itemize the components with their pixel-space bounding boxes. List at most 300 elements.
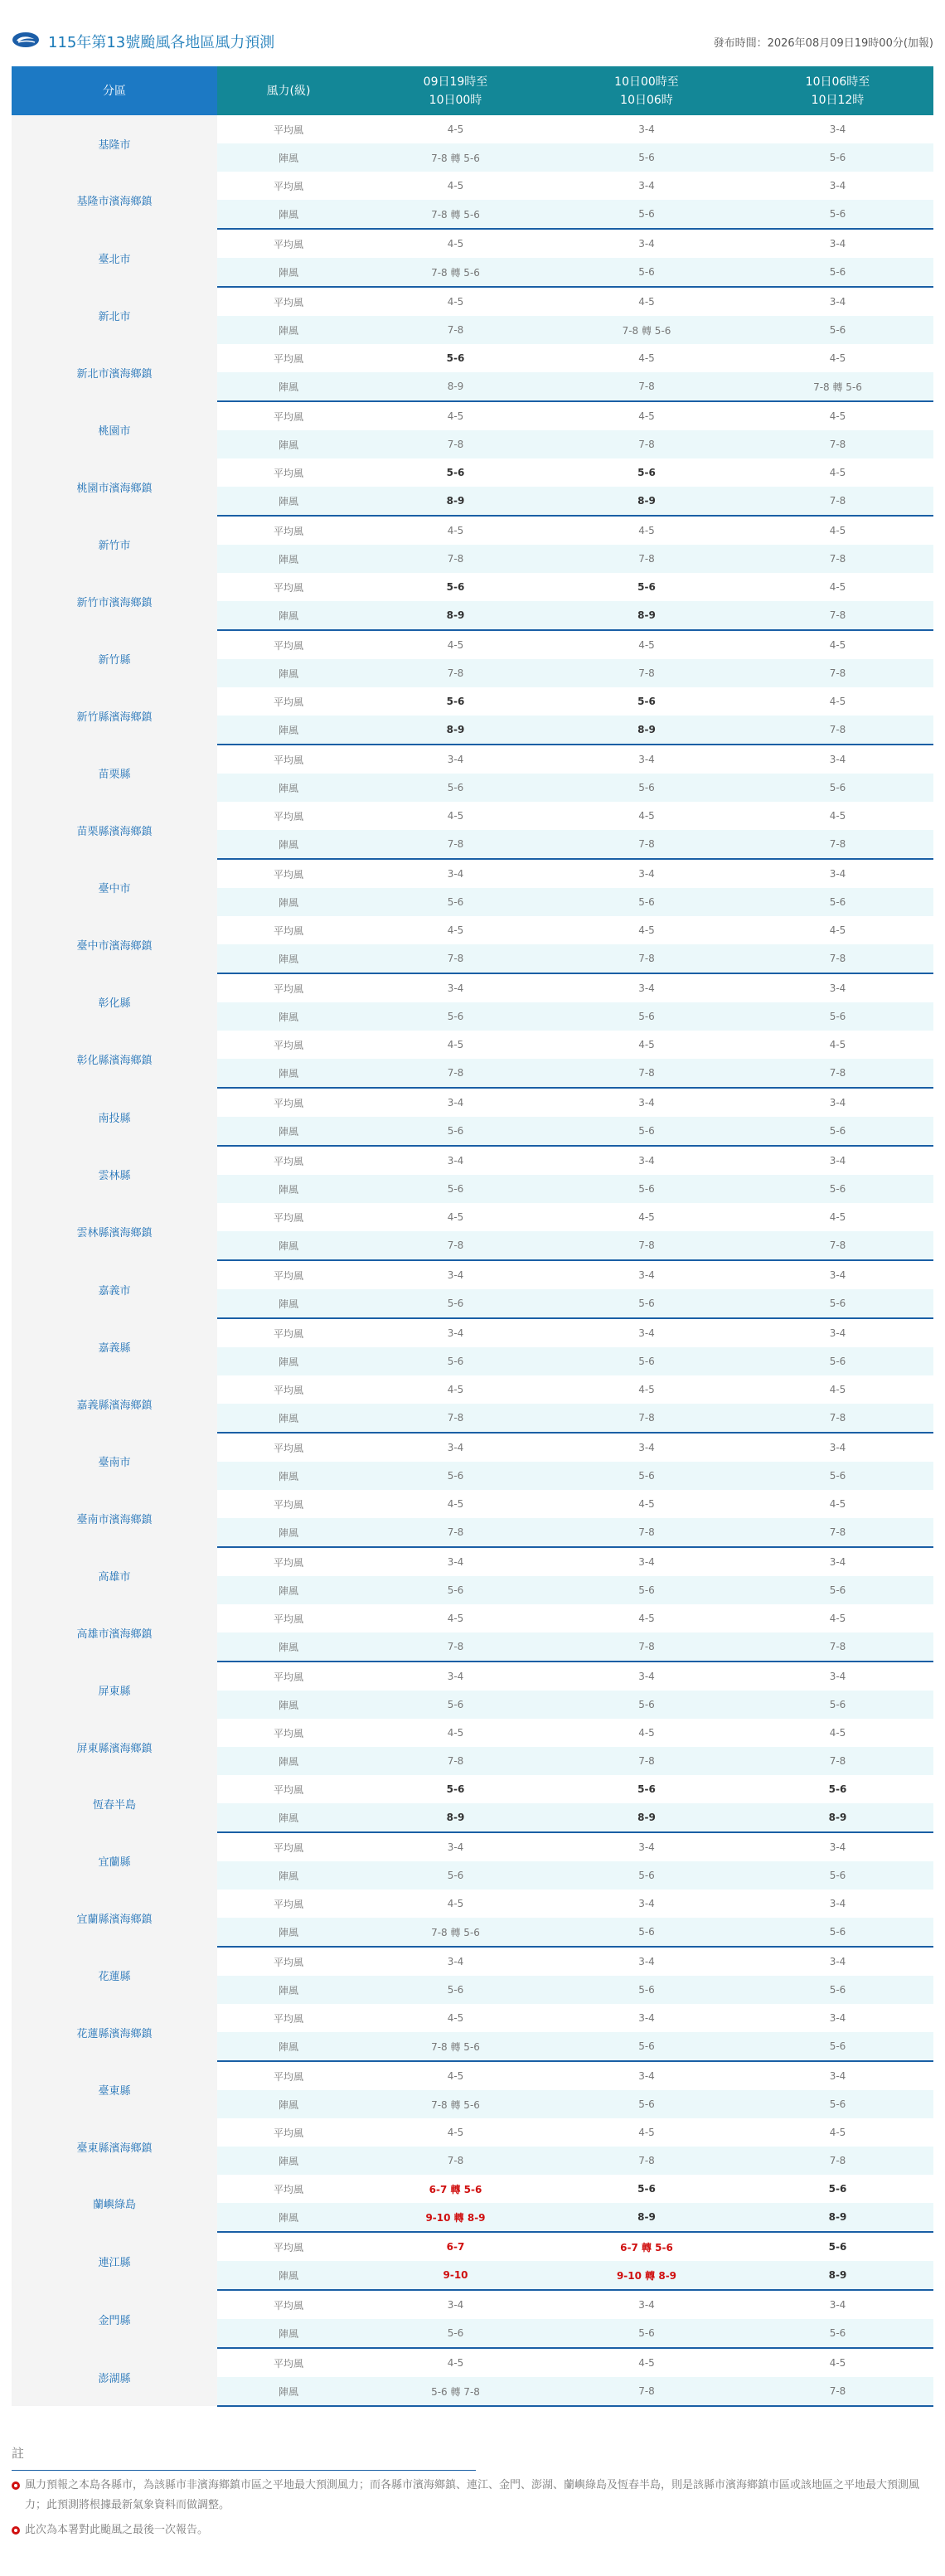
wind-type-label: 平均風 (217, 1375, 360, 1404)
area-name: 雲林縣 (12, 1146, 217, 1203)
wind-value: 5-6 (742, 2175, 933, 2203)
wind-value: 3-4 (551, 1832, 742, 1861)
wind-value: 3-4 (360, 2290, 551, 2319)
wind-value: 5-6 (360, 1347, 551, 1375)
wind-value: 3-4 (742, 1318, 933, 1347)
wind-value: 3-4 (551, 1146, 742, 1175)
wind-type-label: 平均風 (217, 1604, 360, 1632)
wind-value: 8-9 (551, 487, 742, 516)
wind-value: 3-4 (742, 1547, 933, 1576)
wind-type-label: 平均風 (217, 1318, 360, 1347)
wind-type-label: 陣風 (217, 1576, 360, 1604)
wind-value: 4-5 (360, 802, 551, 830)
wind-value: 5-6 (360, 687, 551, 716)
wind-value: 7-8 (742, 1747, 933, 1775)
wind-value: 5-6 (551, 1918, 742, 1947)
wind-value: 7-8 轉 5-6 (360, 258, 551, 287)
wind-value: 4-5 (742, 1490, 933, 1518)
table-row (12, 573, 933, 601)
wind-value: 5-6 (742, 2032, 933, 2061)
wind-value: 5-6 (551, 143, 742, 172)
wind-type-label: 平均風 (217, 687, 360, 716)
wind-value: 3-4 (551, 1318, 742, 1347)
wind-value: 4-5 (742, 1375, 933, 1404)
wind-value: 5-6 (551, 1576, 742, 1604)
wind-value: 4-5 (551, 1604, 742, 1632)
wind-value: 7-8 (742, 1231, 933, 1260)
wind-type-label: 陣風 (217, 1747, 360, 1775)
wind-value: 3-4 (551, 745, 742, 774)
publish-time: 發布時間：2026年08月09日19時00分(加報) (713, 37, 933, 50)
area-name: 宜蘭縣濱海鄉鎮 (12, 1890, 217, 1947)
note-text: 此次為本署對此颱風之最後一次報告。 (25, 2524, 209, 2536)
wind-value: 3-4 (551, 1433, 742, 1462)
wind-type-label: 平均風 (217, 1890, 360, 1918)
wind-value: 5-6 (360, 1175, 551, 1203)
wind-value: 5-6 (360, 1002, 551, 1031)
wind-value: 4-5 (551, 287, 742, 316)
area-name: 宜蘭縣 (12, 1832, 217, 1890)
area-name: 花蓮縣 (12, 1947, 217, 2004)
wind-value: 5-6 (551, 1002, 742, 1031)
wind-value: 4-5 (551, 916, 742, 944)
table-row (12, 1775, 933, 1803)
wind-value: 5-6 (742, 1691, 933, 1719)
notes-title: 註 (12, 2444, 476, 2471)
wind-type-label: 陣風 (217, 1404, 360, 1433)
wind-value: 5-6 (551, 200, 742, 229)
wind-value: 3-4 (742, 973, 933, 1002)
wind-value: 7-8 (742, 1059, 933, 1088)
wind-value: 4-5 (360, 172, 551, 200)
wind-value: 3-4 (551, 973, 742, 1002)
table-row (12, 1662, 933, 1691)
wind-value: 7-8 (742, 944, 933, 973)
wind-value: 5-6 (360, 1117, 551, 1146)
wind-value: 3-4 (742, 1433, 933, 1462)
wind-value: 5-6 (742, 888, 933, 916)
area-name: 基隆市濱海鄉鎮 (12, 172, 217, 229)
wind-value: 5-6 (742, 1117, 933, 1146)
wind-type-label: 平均風 (217, 1775, 360, 1803)
wind-value: 7-8 (742, 2147, 933, 2175)
wind-value: 4-5 (742, 630, 933, 659)
area-name: 雲林縣濱海鄉鎮 (12, 1203, 217, 1260)
wind-value: 5-6 (742, 1289, 933, 1318)
wind-type-label: 平均風 (217, 2290, 360, 2319)
wind-type-label: 陣風 (217, 1462, 360, 1490)
wind-type-label: 陣風 (217, 200, 360, 229)
wind-type-label: 陣風 (217, 830, 360, 859)
header-period-1: 09日19時至 10日00時 (360, 66, 551, 115)
wind-value: 5-6 (742, 258, 933, 287)
wind-value: 3-4 (551, 1662, 742, 1691)
wind-value: 3-4 (742, 1947, 933, 1976)
bullet-icon (12, 2481, 20, 2490)
area-name: 高雄市 (12, 1547, 217, 1604)
table-row (12, 2004, 933, 2032)
wind-value: 5-6 (551, 1175, 742, 1203)
wind-value: 4-5 (742, 1031, 933, 1059)
area-name: 彰化縣 (12, 973, 217, 1031)
wind-value: 8-9 (360, 601, 551, 630)
wind-type-label: 平均風 (217, 401, 360, 430)
wind-value: 4-5 (742, 802, 933, 830)
wind-value: 3-4 (360, 1662, 551, 1691)
wind-type-label: 平均風 (217, 1719, 360, 1747)
area-name: 屏東縣 (12, 1662, 217, 1719)
wind-type-label: 陣風 (217, 258, 360, 287)
area-name: 連江縣 (12, 2232, 217, 2290)
wind-type-label: 陣風 (217, 1976, 360, 2004)
wind-value: 7-8 (360, 1747, 551, 1775)
area-name: 新北市 (12, 287, 217, 344)
table-row (12, 1947, 933, 1976)
wind-type-label: 陣風 (217, 1347, 360, 1375)
wind-value: 4-5 (360, 1490, 551, 1518)
wind-type-label: 平均風 (217, 1031, 360, 1059)
wind-type-label: 陣風 (217, 1803, 360, 1832)
table-row (12, 516, 933, 545)
wind-type-label: 陣風 (217, 1632, 360, 1662)
wind-value: 5-6 (551, 1691, 742, 1719)
wind-type-label: 陣風 (217, 1289, 360, 1318)
wind-value: 7-8 (360, 545, 551, 573)
wind-value: 5-6 (742, 1775, 933, 1803)
wind-value: 7-8 (742, 1632, 933, 1662)
wind-value: 7-8 轉 5-6 (360, 143, 551, 172)
table-row (12, 287, 933, 316)
wind-value: 7-8 (360, 944, 551, 973)
wind-type-label: 陣風 (217, 774, 360, 802)
wind-type-label: 平均風 (217, 1146, 360, 1175)
wind-value: 7-8 (742, 1518, 933, 1547)
wind-value: 7-8 (360, 1632, 551, 1662)
wind-type-label: 平均風 (217, 2118, 360, 2147)
area-name: 基隆市 (12, 115, 217, 172)
wind-value: 4-5 (360, 1890, 551, 1918)
area-name: 桃園市濱海鄉鎮 (12, 458, 217, 516)
wind-type-label: 陣風 (217, 2377, 360, 2406)
wind-value: 7-8 (360, 2147, 551, 2175)
wind-value: 5-6 (551, 1347, 742, 1375)
wind-value: 3-4 (551, 1547, 742, 1576)
wind-value: 8-9 (360, 487, 551, 516)
wind-value: 4-5 (360, 1203, 551, 1231)
wind-value: 5-6 轉 7-8 (360, 2377, 551, 2406)
wind-value: 4-5 (742, 458, 933, 487)
wind-value: 4-5 (360, 401, 551, 430)
area-name: 蘭嶼綠島 (12, 2175, 217, 2232)
table-row (12, 859, 933, 888)
wind-value: 4-5 (360, 516, 551, 545)
wind-value: 5-6 (742, 1002, 933, 1031)
wind-value: 7-8 (551, 430, 742, 458)
note-text: 風力預報之本島各縣市，為該縣市非濱海鄉鎮市區之平地最大預測風力；而各縣市濱海鄉鎮、連江、金門、澎湖、蘭嶼綠島及恆春半島，則是該縣市濱海鄉鎮市區或該地區之平地最大預測風力；此預測將根據最新氣象資料而做調整。 (25, 2479, 920, 2511)
wind-value: 5-6 (551, 2319, 742, 2348)
area-name: 屏東縣濱海鄉鎮 (12, 1719, 217, 1775)
wind-type-label: 平均風 (217, 1490, 360, 1518)
note-item (12, 2520, 933, 2540)
wind-value: 7-8 (551, 1231, 742, 1260)
wind-value: 5-6 (551, 2032, 742, 2061)
wind-value: 7-8 (360, 1404, 551, 1433)
wind-value: 7-8 (742, 487, 933, 516)
wind-type-label: 陣風 (217, 1231, 360, 1260)
wind-value: 4-5 (742, 2118, 933, 2147)
table-row (12, 2232, 933, 2261)
wind-value: 4-5 (551, 1031, 742, 1059)
table-row (12, 1547, 933, 1576)
wind-value: 3-4 (551, 172, 742, 200)
wind-value: 7-8 (742, 1404, 933, 1433)
wind-value: 4-5 (551, 1203, 742, 1231)
wind-value: 4-5 (551, 1375, 742, 1404)
wind-value: 3-4 (551, 1260, 742, 1289)
wind-value: 6-7 轉 5-6 (551, 2232, 742, 2261)
wind-value: 5-6 (551, 1861, 742, 1890)
table-row (12, 1890, 933, 1918)
wind-value: 4-5 (360, 916, 551, 944)
wind-value: 5-6 (360, 573, 551, 601)
wind-value: 3-4 (551, 1088, 742, 1117)
table-row (12, 401, 933, 430)
wind-value: 9-10 轉 8-9 (551, 2261, 742, 2290)
wind-value: 5-6 (360, 458, 551, 487)
wind-value: 5-6 (360, 1691, 551, 1719)
wind-value: 3-4 (360, 1260, 551, 1289)
wind-value: 5-6 (742, 1347, 933, 1375)
wind-value: 3-4 (551, 2290, 742, 2319)
wind-value: 3-4 (551, 1890, 742, 1918)
wind-type-label: 平均風 (217, 630, 360, 659)
wind-value: 7-8 (742, 659, 933, 687)
wind-value: 7-8 (551, 944, 742, 973)
wind-forecast-table (12, 66, 933, 2407)
area-name: 臺南市 (12, 1433, 217, 1490)
header-period-3: 10日06時至 10日12時 (742, 66, 933, 115)
wind-value: 7-8 (551, 1404, 742, 1433)
table-row (12, 172, 933, 200)
bullet-icon (12, 2526, 20, 2535)
wind-value: 3-4 (360, 1832, 551, 1861)
wind-value: 4-5 (551, 401, 742, 430)
wind-value: 3-4 (551, 2061, 742, 2090)
notes-section (12, 2444, 933, 2540)
wind-type-label: 陣風 (217, 316, 360, 344)
wind-type-label: 平均風 (217, 859, 360, 888)
wind-value: 3-4 (742, 115, 933, 143)
wind-value: 5-6 (360, 1976, 551, 2004)
wind-type-label: 平均風 (217, 973, 360, 1002)
wind-value: 5-6 (742, 1976, 933, 2004)
wind-value: 3-4 (742, 745, 933, 774)
wind-value: 4-5 (551, 1719, 742, 1747)
wind-value: 3-4 (742, 1088, 933, 1117)
area-name: 新竹市 (12, 516, 217, 573)
wind-value: 3-4 (742, 287, 933, 316)
wind-type-label: 平均風 (217, 1203, 360, 1231)
wind-type-label: 陣風 (217, 1002, 360, 1031)
wind-value: 8-9 (742, 1803, 933, 1832)
wind-value: 7-8 轉 5-6 (360, 2090, 551, 2118)
area-name: 新北市濱海鄉鎮 (12, 344, 217, 401)
wind-value: 3-4 (360, 1433, 551, 1462)
table-row (12, 458, 933, 487)
wind-value: 4-5 (360, 287, 551, 316)
wind-type-label: 陣風 (217, 2319, 360, 2348)
wind-value: 5-6 (742, 1175, 933, 1203)
wind-value: 3-4 (742, 1662, 933, 1691)
wind-value: 4-5 (742, 1203, 933, 1231)
wind-value: 7-8 (360, 1231, 551, 1260)
wind-value: 8-9 (551, 1803, 742, 1832)
wind-value: 5-6 (551, 1117, 742, 1146)
wind-type-label: 平均風 (217, 287, 360, 316)
wind-value: 3-4 (551, 2004, 742, 2032)
wind-type-label: 陣風 (217, 2203, 360, 2232)
wind-value: 3-4 (551, 229, 742, 258)
wind-value: 4-5 (551, 1490, 742, 1518)
wind-type-label: 平均風 (217, 573, 360, 601)
wind-value: 5-6 (360, 1775, 551, 1803)
wind-value: 7-8 (360, 1059, 551, 1088)
wind-value: 5-6 (742, 2319, 933, 2348)
area-name: 花蓮縣濱海鄉鎮 (12, 2004, 217, 2061)
wind-value: 7-8 (551, 1632, 742, 1662)
wind-value: 5-6 (742, 316, 933, 344)
wind-type-label: 陣風 (217, 2147, 360, 2175)
table-body (12, 115, 933, 2406)
wind-type-label: 陣風 (217, 2090, 360, 2118)
wind-value: 7-8 (360, 1518, 551, 1547)
table-row (12, 745, 933, 774)
wind-value: 8-9 (360, 1803, 551, 1832)
area-name: 南投縣 (12, 1088, 217, 1146)
wind-type-label: 平均風 (217, 2232, 360, 2261)
wind-value: 3-4 (551, 1947, 742, 1976)
wind-type-label: 平均風 (217, 2061, 360, 2090)
wind-value: 3-4 (742, 1146, 933, 1175)
wind-value: 5-6 (551, 1462, 742, 1490)
table-row (12, 1031, 933, 1059)
wind-value: 5-6 (742, 774, 933, 802)
wind-value: 4-5 (360, 229, 551, 258)
wind-value: 3-4 (360, 1146, 551, 1175)
wind-value: 3-4 (742, 1890, 933, 1918)
wind-value: 8-9 (742, 2261, 933, 2290)
wind-type-label: 平均風 (217, 172, 360, 200)
area-name: 苗栗縣 (12, 745, 217, 802)
area-name: 嘉義市 (12, 1260, 217, 1318)
wind-value: 7-8 (742, 2377, 933, 2406)
wind-type-label: 平均風 (217, 802, 360, 830)
wind-value: 5-6 (360, 888, 551, 916)
wind-value: 4-5 (742, 573, 933, 601)
area-name: 金門縣 (12, 2290, 217, 2348)
wind-type-label: 陣風 (217, 2032, 360, 2061)
wind-value: 4-5 (742, 1604, 933, 1632)
wind-value: 4-5 (551, 344, 742, 372)
wind-value: 4-5 (742, 516, 933, 545)
wind-type-label: 陣風 (217, 601, 360, 630)
area-name: 臺北市 (12, 229, 217, 287)
wind-value: 3-4 (360, 973, 551, 1002)
wind-value: 7-8 (360, 316, 551, 344)
wind-type-label: 平均風 (217, 1662, 360, 1691)
wind-type-label: 平均風 (217, 229, 360, 258)
wind-value: 4-5 (360, 2348, 551, 2377)
wind-value: 3-4 (360, 1947, 551, 1976)
table-row (12, 802, 933, 830)
page-header (0, 0, 945, 66)
table-row (12, 1832, 933, 1861)
wind-value: 4-5 (360, 2118, 551, 2147)
wind-value: 3-4 (360, 1088, 551, 1117)
wind-value: 4-5 (551, 630, 742, 659)
header-period-2: 10日00時至 10日06時 (551, 66, 742, 115)
wind-type-label: 陣風 (217, 1175, 360, 1203)
wind-type-label: 陣風 (217, 143, 360, 172)
wind-value: 3-4 (360, 1318, 551, 1347)
wind-type-label: 平均風 (217, 115, 360, 143)
table-row (12, 2061, 933, 2090)
wind-value: 5-6 (742, 1462, 933, 1490)
wind-value: 8-9 (360, 372, 551, 401)
wind-value: 7-8 (742, 716, 933, 745)
wind-value: 7-8 (360, 659, 551, 687)
area-name: 臺東縣 (12, 2061, 217, 2118)
table-row (12, 229, 933, 258)
wind-type-label: 陣風 (217, 888, 360, 916)
area-name: 恆春半島 (12, 1775, 217, 1832)
area-name: 臺東縣濱海鄉鎮 (12, 2118, 217, 2175)
wind-value: 5-6 (360, 2319, 551, 2348)
wind-value: 4-5 (360, 1031, 551, 1059)
wind-type-label: 平均風 (217, 1947, 360, 1976)
table-row (12, 687, 933, 716)
wind-value: 3-4 (551, 859, 742, 888)
wind-value: 8-9 (360, 716, 551, 745)
wind-value: 5-6 (551, 573, 742, 601)
wind-value: 7-8 (551, 1518, 742, 1547)
table-row (12, 1260, 933, 1289)
wind-value: 7-8 (551, 1059, 742, 1088)
wind-value: 5-6 (360, 1861, 551, 1890)
wind-value: 4-5 (360, 2061, 551, 2090)
wind-value: 3-4 (551, 115, 742, 143)
wind-type-label: 平均風 (217, 1433, 360, 1462)
cwa-logo-icon (12, 32, 40, 48)
page-title: 115年第13號颱風各地區風力預測 (48, 34, 275, 51)
wind-value: 7-8 (551, 372, 742, 401)
wind-type-label: 陣風 (217, 944, 360, 973)
wind-type-label: 平均風 (217, 2348, 360, 2377)
wind-type-label: 平均風 (217, 916, 360, 944)
wind-value: 7-8 轉 5-6 (360, 2032, 551, 2061)
wind-value: 5-6 (742, 1576, 933, 1604)
wind-value: 5-6 (742, 200, 933, 229)
area-name: 新竹市濱海鄉鎮 (12, 573, 217, 630)
wind-value: 4-5 (360, 115, 551, 143)
wind-value: 5-6 (551, 687, 742, 716)
wind-type-label: 平均風 (217, 1260, 360, 1289)
wind-type-label: 陣風 (217, 545, 360, 573)
wind-value: 3-4 (360, 1547, 551, 1576)
table-row (12, 1146, 933, 1175)
area-name: 新竹縣濱海鄉鎮 (12, 687, 217, 745)
wind-value: 7-8 (551, 659, 742, 687)
